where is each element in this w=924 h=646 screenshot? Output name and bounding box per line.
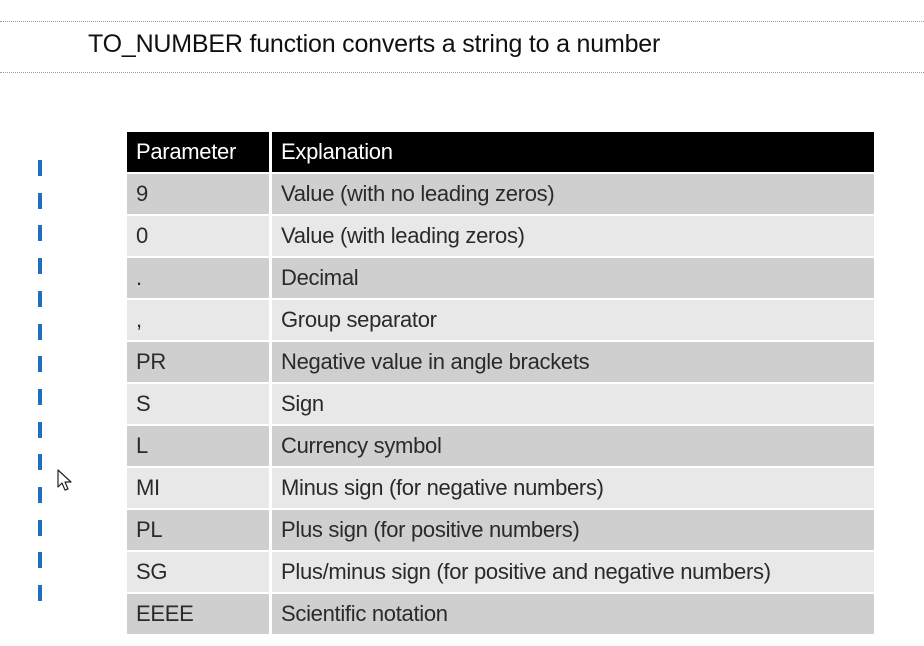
dash-segment [38,225,42,241]
header-parameter: Parameter [127,132,272,174]
explanation-cell: Value (with leading zeros) [272,216,874,258]
explanation-cell: Decimal [272,258,874,300]
parameter-cell: . [127,258,272,300]
explanation-cell: Scientific notation [272,594,874,636]
explanation-cell: Value (with no leading zeros) [272,174,874,216]
table-row [127,552,874,594]
dash-segment [38,160,42,176]
explanation-cell: Plus sign (for positive numbers) [272,510,874,552]
table-row [127,258,874,300]
parameter-cell: PR [127,342,272,384]
dash-segment [38,487,42,503]
explanation-cell: Sign [272,384,874,426]
mouse-pointer-icon [57,469,73,493]
table-row [127,594,874,636]
dash-segment [38,258,42,274]
dash-segment [38,454,42,470]
table-header-row [127,132,874,174]
explanation-cell: Negative value in angle brackets [272,342,874,384]
parameter-cell: SG [127,552,272,594]
parameter-cell: , [127,300,272,342]
table-row [127,384,874,426]
dash-segment [38,520,42,536]
table-row [127,342,874,384]
table-row [127,174,874,216]
dashed-vertical-line [38,160,42,592]
parameter-cell: 9 [127,174,272,216]
parameter-cell: L [127,426,272,468]
parameter-cell: 0 [127,216,272,258]
parameter-cell: PL [127,510,272,552]
table-row [127,468,874,510]
top-divider [0,21,924,22]
parameter-cell: EEEE [127,594,272,636]
dash-segment [38,585,42,601]
dash-segment [38,389,42,405]
dash-segment [38,552,42,568]
slide-title: TO_NUMBER function converts a string to a number [88,30,661,58]
explanation-cell: Plus/minus sign (for positive and negative numbers) [272,552,874,594]
dash-segment [38,291,42,307]
table-row [127,300,874,342]
dash-segment [38,324,42,340]
parameter-cell: MI [127,468,272,510]
explanation-cell: Currency symbol [272,426,874,468]
table-row [127,216,874,258]
parameter-cell: S [127,384,272,426]
dash-segment [38,422,42,438]
explanation-cell: Minus sign (for negative numbers) [272,468,874,510]
explanation-cell: Group separator [272,300,874,342]
title-divider [0,72,924,73]
header-explanation: Explanation [272,132,874,174]
dash-segment [38,356,42,372]
parameters-table [127,132,874,636]
table-row [127,510,874,552]
table-row [127,426,874,468]
dash-segment [38,193,42,209]
